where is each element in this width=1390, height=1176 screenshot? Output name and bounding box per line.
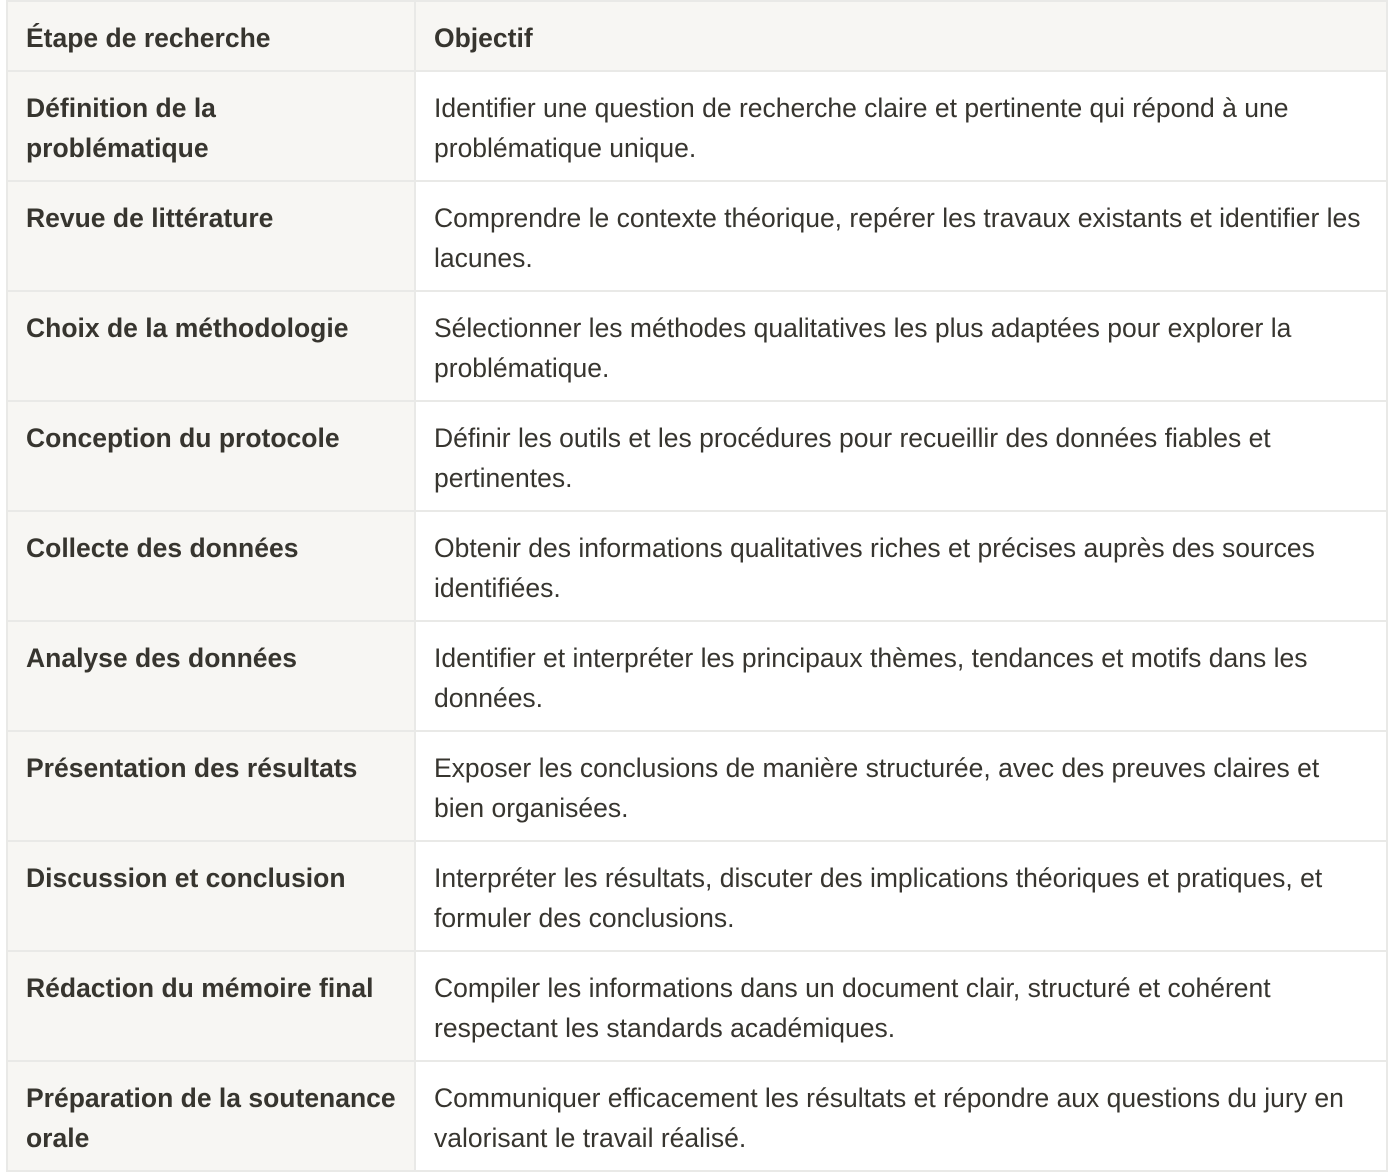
step-cell[interactable]: Revue de littérature (7, 181, 415, 291)
objective-cell[interactable]: Obtenir des informations qualitatives riches et précises auprès des sources identifiées. (415, 511, 1387, 621)
research-steps-table-container (6, 0, 1386, 1172)
objective-cell[interactable]: Comprendre le contexte théorique, repérer les travaux existants et identifier les lacunes. (415, 181, 1387, 291)
column-header-objective[interactable]: Objectif (415, 1, 1387, 71)
objective-cell[interactable]: Interpréter les résultats, discuter des implications théoriques et pratiques, et formuler des conclusions. (415, 841, 1387, 951)
step-cell[interactable]: Préparation de la soutenance orale (7, 1061, 415, 1171)
research-steps-table (6, 0, 1388, 1172)
objective-cell[interactable]: Compiler les informations dans un document clair, structuré et cohérent respectant les standards académiques. (415, 951, 1387, 1061)
step-cell[interactable]: Collecte des données (7, 511, 415, 621)
table-row (7, 731, 1387, 841)
table-row (7, 951, 1387, 1061)
step-cell[interactable]: Choix de la méthodologie (7, 291, 415, 401)
table-row (7, 841, 1387, 951)
step-cell[interactable]: Analyse des données (7, 621, 415, 731)
objective-cell[interactable]: Définir les outils et les procédures pour recueillir des données fiables et pertinentes. (415, 401, 1387, 511)
step-cell[interactable]: Définition de la problématique (7, 71, 415, 181)
objective-cell[interactable]: Sélectionner les méthodes qualitatives les plus adaptées pour explorer la problématique. (415, 291, 1387, 401)
objective-cell[interactable]: Exposer les conclusions de manière structurée, avec des preuves claires et bien organisées. (415, 731, 1387, 841)
table-header-row (7, 1, 1387, 71)
table-row (7, 1061, 1387, 1171)
objective-cell[interactable]: Identifier et interpréter les principaux thèmes, tendances et motifs dans les données. (415, 621, 1387, 731)
table-row (7, 621, 1387, 731)
step-cell[interactable]: Rédaction du mémoire final (7, 951, 415, 1061)
table-row (7, 511, 1387, 621)
objective-cell[interactable]: Communiquer efficacement les résultats et répondre aux questions du jury en valorisant le travail réalisé. (415, 1061, 1387, 1171)
table-row (7, 291, 1387, 401)
table-row (7, 401, 1387, 511)
table-row (7, 71, 1387, 181)
step-cell[interactable]: Conception du protocole (7, 401, 415, 511)
step-cell[interactable]: Présentation des résultats (7, 731, 415, 841)
column-header-step[interactable]: Étape de recherche (7, 1, 415, 71)
step-cell[interactable]: Discussion et conclusion (7, 841, 415, 951)
objective-cell[interactable]: Identifier une question de recherche claire et pertinente qui répond à une problématique unique. (415, 71, 1387, 181)
table-row (7, 181, 1387, 291)
